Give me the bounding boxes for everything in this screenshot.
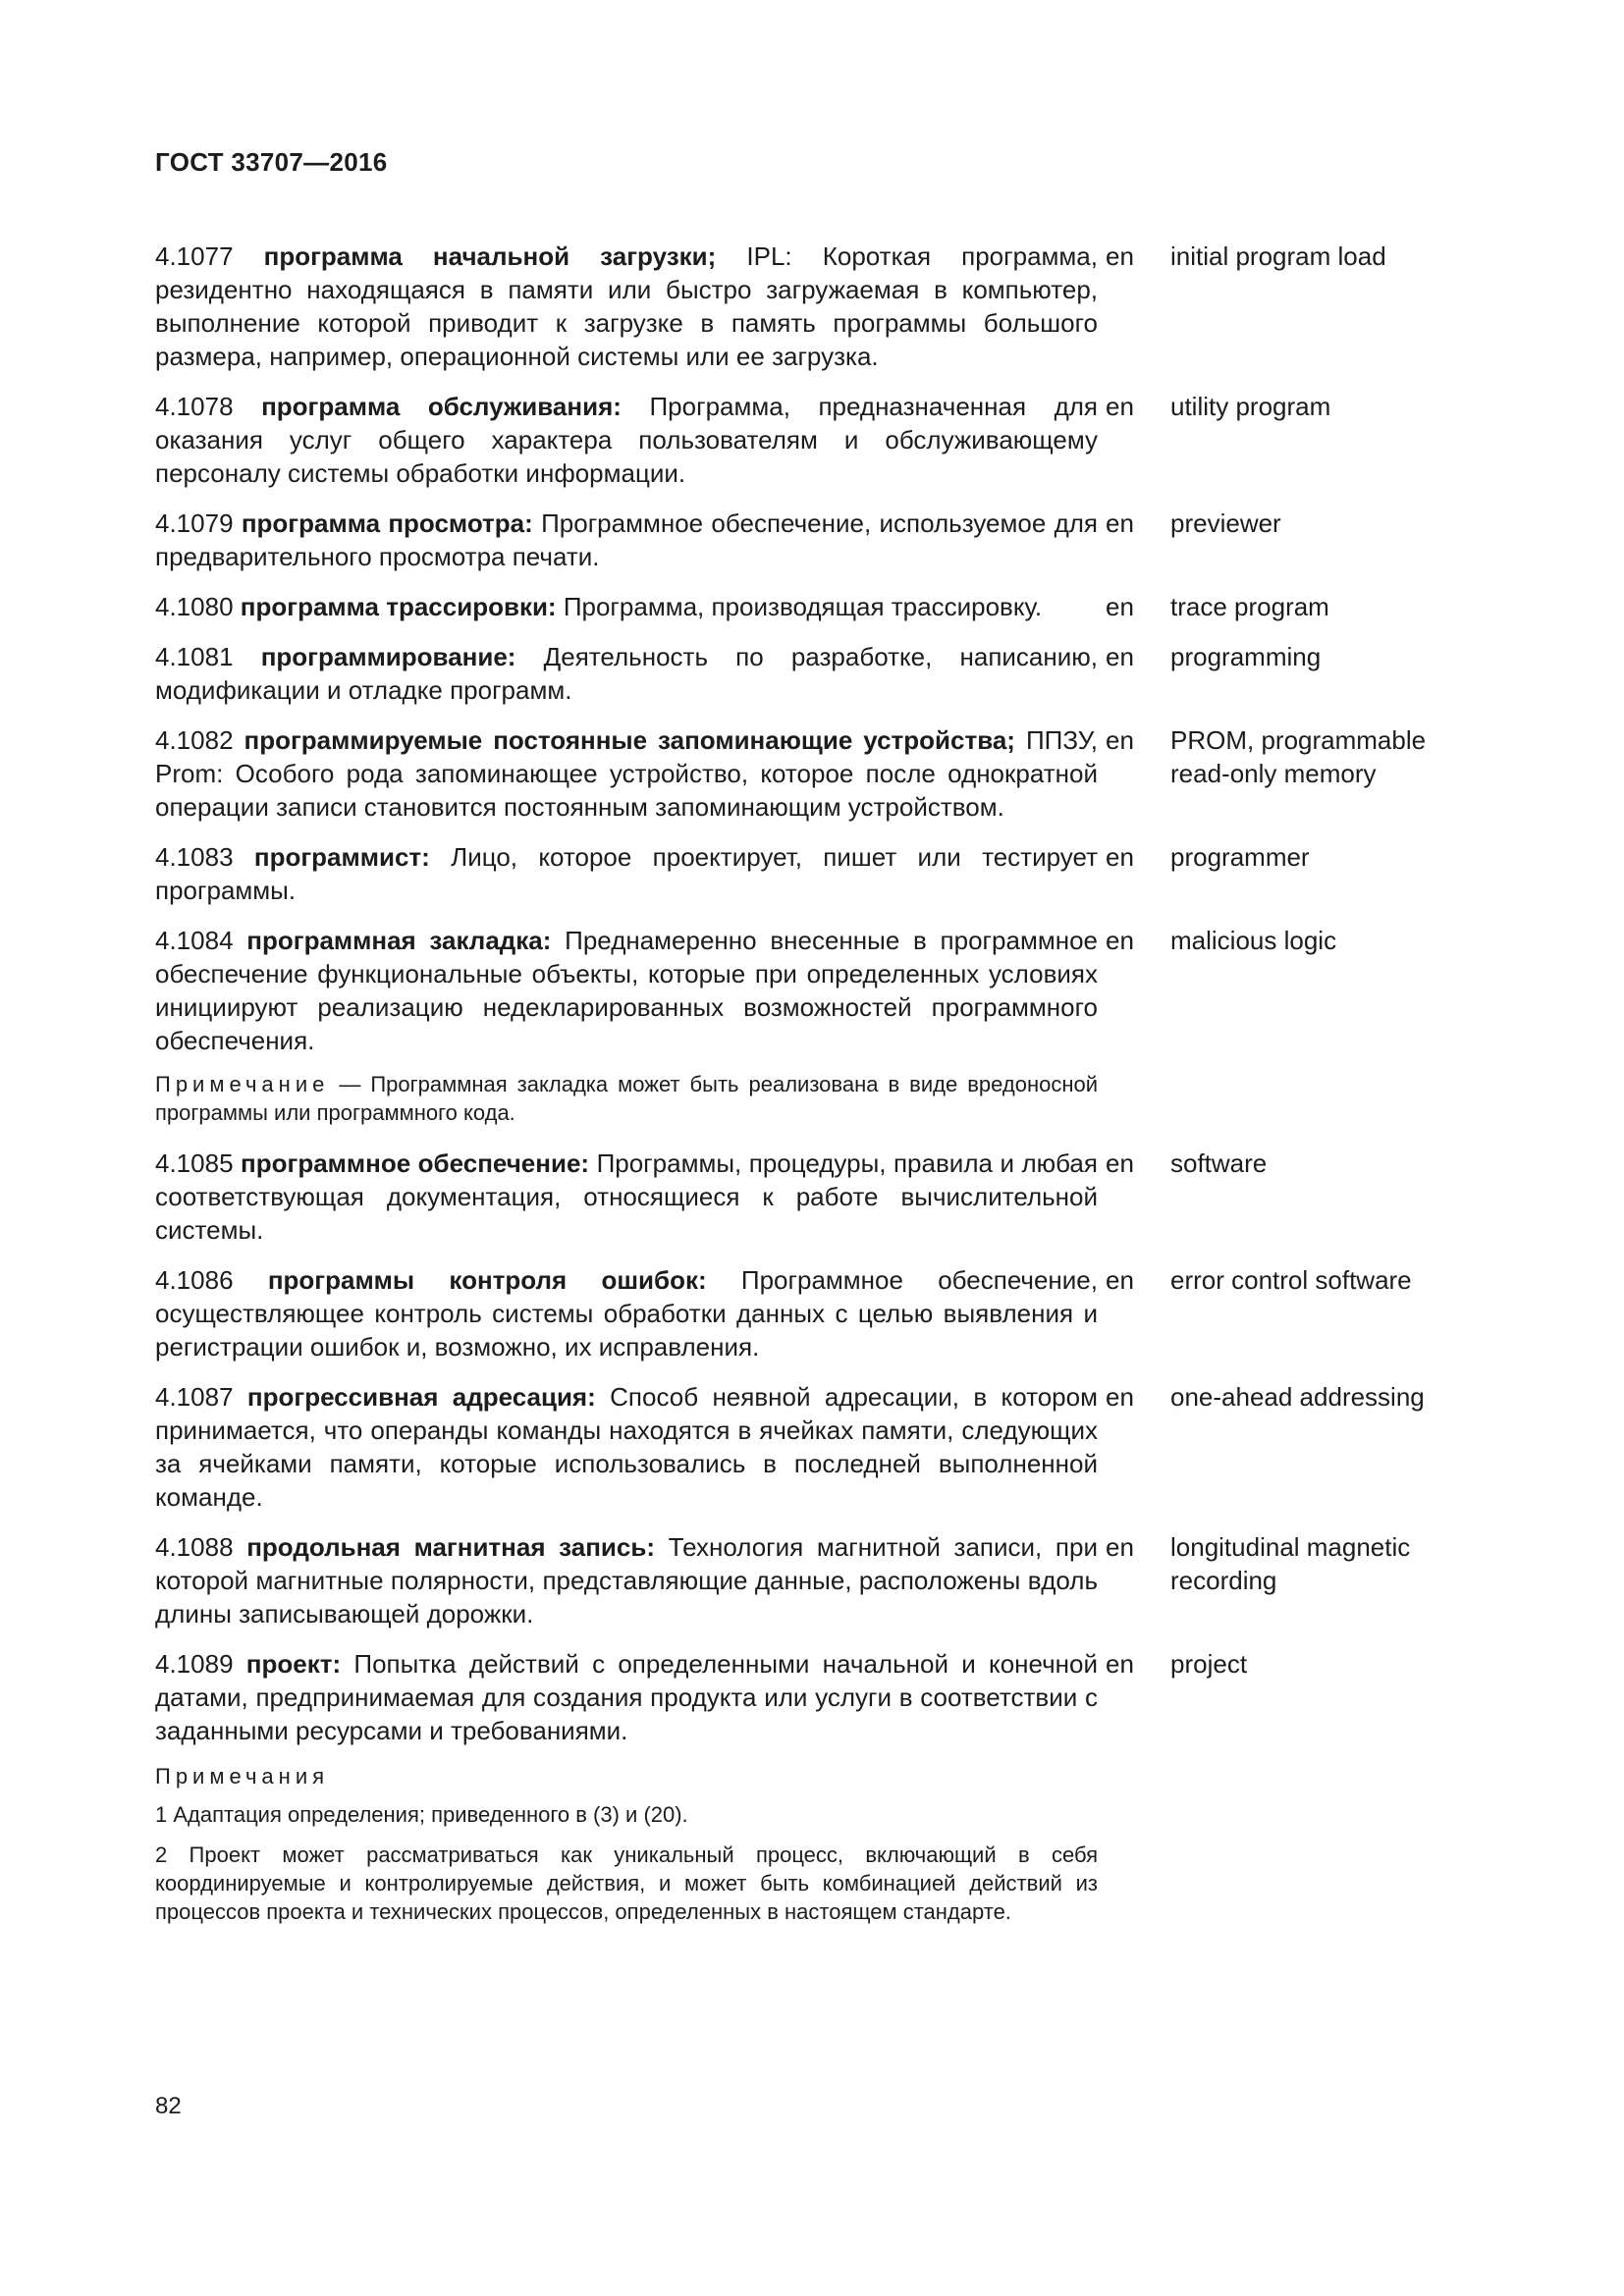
term-name: программная закладка: (246, 926, 552, 955)
term-number: 4.1088 (155, 1532, 234, 1562)
term-language-code: en (1106, 926, 1134, 955)
term-english-equivalent: malicious logic (1170, 926, 1337, 955)
term-number: 4.1086 (155, 1265, 234, 1295)
term-name: прогрессивная адресация: (246, 1382, 596, 1412)
term-number: 4.1078 (155, 392, 234, 421)
term-english-equivalent: programming (1170, 642, 1322, 671)
term-english-equivalent: one-ahead addressing (1170, 1382, 1425, 1412)
term-english-equivalent: programmer (1170, 842, 1310, 872)
term-number: 4.1089 (155, 1649, 234, 1679)
term-name: программист: (253, 842, 430, 872)
term-definition: ППЗУ, Prom: Особого рода запоминающее устройство, которое после однократной операции записи становится постоянным запоминающим устройством. (155, 725, 1099, 822)
term-number: 4.1079 (155, 508, 234, 538)
term-language-code: en (1106, 1649, 1134, 1679)
note-item: 1 Адаптация определения; приведенного в (3) и (20). (155, 1802, 688, 1827)
term-body (155, 240, 1098, 373)
term-english-equivalent: initial program load (1170, 241, 1386, 271)
term-definition: Технология магнитной записи, при которой магнитные полярности, представляющие данные, расположены вдоль длины записывающей дорожки. (155, 1532, 1098, 1629)
term-entry-4-1085 (155, 1147, 1490, 1247)
term-number: 4.1077 (155, 241, 234, 271)
term-definition: Программа, производящая трассировку. (563, 592, 1043, 621)
terms-list (155, 240, 1490, 1938)
term-english-equivalent: error control software (1170, 1265, 1412, 1295)
term-language-code: en (1106, 592, 1134, 621)
term-english-equivalent: software (1170, 1148, 1268, 1178)
term-body (155, 840, 1098, 907)
term-english-equivalent: previewer (1170, 508, 1281, 538)
document-header: ГОСТ 33707—2016 (155, 147, 388, 177)
term-definition: Программное обеспечение, осуществляющее контроль системы обработки данных с целью выявления и регистрации ошибок и, возможно, их исправления. (155, 1265, 1098, 1362)
term-language-code: en (1106, 1265, 1134, 1295)
term-name: продольная магнитная запись: (246, 1532, 655, 1562)
term-name: программа обслуживания: (261, 392, 622, 421)
term-definition: IPL: Короткая программа, резидентно находящаяся в памяти или быстро загружаемая в компьютер, выполнение которой приводит к загрузке в память программы большого размера, например, операционной системы или ее загрузка. (155, 241, 1098, 371)
term-language-code: en (1106, 241, 1134, 271)
term-english-equivalent: trace program (1170, 592, 1329, 621)
term-language-code: en (1106, 1148, 1134, 1178)
term-note (155, 1070, 1098, 1127)
term-language-code: en (1106, 392, 1134, 421)
term-entry-4-1078 (155, 390, 1490, 490)
term-body (155, 1147, 1098, 1247)
term-name: программирование: (260, 642, 516, 671)
term-notes (155, 1762, 1098, 1926)
term-entry-4-1077 (155, 240, 1490, 373)
term-number: 4.1080 (155, 592, 234, 621)
term-definition: Программное обеспечение, используемое для предварительного просмотра печати. (155, 508, 1098, 571)
term-definition: Способ неявной адресации, в котором принимается, что операнды команды находятся в ячейках памяти, следующих за ячейками памяти, которые использовались в последней выполненной команде. (155, 1382, 1098, 1512)
term-language-code: en (1106, 508, 1134, 538)
term-definition: Деятельность по разработке, написанию, модификации и отладке программ. (155, 642, 1098, 705)
term-body (155, 924, 1098, 1057)
term-body (155, 507, 1098, 573)
term-entry-4-1081 (155, 640, 1490, 707)
term-english-equivalent: PROM, programmable read-only memory (1170, 725, 1427, 788)
term-definition: Программы, процедуры, правила и любая соответствующая документация, относящиеся к работе вычислительной системы. (155, 1148, 1098, 1245)
term-entry-4-1086 (155, 1263, 1490, 1363)
term-number: 4.1085 (155, 1148, 234, 1178)
term-entry-4-1080 (155, 590, 1490, 623)
term-body (155, 723, 1098, 824)
term-english-equivalent: longitudinal magnetic recording (1170, 1532, 1411, 1595)
term-name: программа начальной загрузки; (263, 241, 717, 271)
term-language-code: en (1106, 642, 1134, 671)
term-definition: Преднамеренно внесенные в программное обеспечение функциональные объекты, которые при определенных условиях инициируют реализацию недекларированных возможностей программного обеспечения. (155, 926, 1098, 1055)
term-entry-4-1089 (155, 1647, 1490, 1747)
term-english-equivalent: utility program (1170, 392, 1331, 421)
term-name: программа трассировки: (240, 592, 557, 621)
term-body (155, 390, 1098, 490)
term-language-code: en (1106, 842, 1134, 872)
term-number: 4.1087 (155, 1382, 234, 1412)
page-number: 82 (155, 2093, 182, 2119)
term-name: программное обеспечение: (241, 1148, 590, 1178)
note-label: Примечание (155, 1072, 330, 1096)
note-item: 2 Проект может рассматриваться как уникальный процесс, включающий в себя координируемые и контролируемые действия, и может быть комбинацией действий из процессов проекта и технических процессов, определенных в настоящем стандарте. (155, 1842, 1098, 1924)
term-definition: Программа, предназначенная для оказания услуг общего характера пользователям и обслуживающему персоналу системы обработки информации. (155, 392, 1099, 488)
term-body (155, 1647, 1098, 1747)
term-entry-4-1084 (155, 924, 1490, 1057)
term-language-code: en (1106, 1382, 1134, 1412)
term-number: 4.1084 (155, 926, 234, 955)
term-name: программа просмотра: (241, 508, 533, 538)
term-body (155, 1263, 1098, 1363)
term-body (155, 1530, 1098, 1630)
term-entry-4-1087 (155, 1380, 1490, 1514)
term-name: проект: (245, 1649, 342, 1679)
term-number: 4.1082 (155, 725, 234, 755)
term-body (155, 640, 1098, 707)
notes-title: Примечания (155, 1764, 330, 1789)
term-entry-4-1088 (155, 1530, 1490, 1630)
term-number: 4.1081 (155, 642, 234, 671)
term-body (155, 590, 1098, 623)
term-definition: Лицо, которое проектирует, пишет или тестирует программы. (155, 842, 1098, 905)
term-definition: Попытка действий с определенными начальной и конечной датами, предпринимаемая для создания продукта или услуги в соответствии с заданными ресурсами и требованиями. (155, 1649, 1098, 1745)
term-number: 4.1083 (155, 842, 234, 872)
term-language-code: en (1106, 725, 1134, 755)
term-body (155, 1380, 1098, 1514)
term-entry-4-1083 (155, 840, 1490, 907)
term-language-code: en (1106, 1532, 1134, 1562)
term-name: программируемые постоянные запоминающие устройства; (244, 725, 1015, 755)
term-entry-4-1082 (155, 723, 1490, 824)
term-english-equivalent: project (1170, 1649, 1248, 1679)
term-entry-4-1079 (155, 507, 1490, 573)
term-name: программы контроля ошибок: (267, 1265, 707, 1295)
note-text: — Программная закладка может быть реализована в виде вредоносной программы или программного кода. (155, 1072, 1098, 1125)
